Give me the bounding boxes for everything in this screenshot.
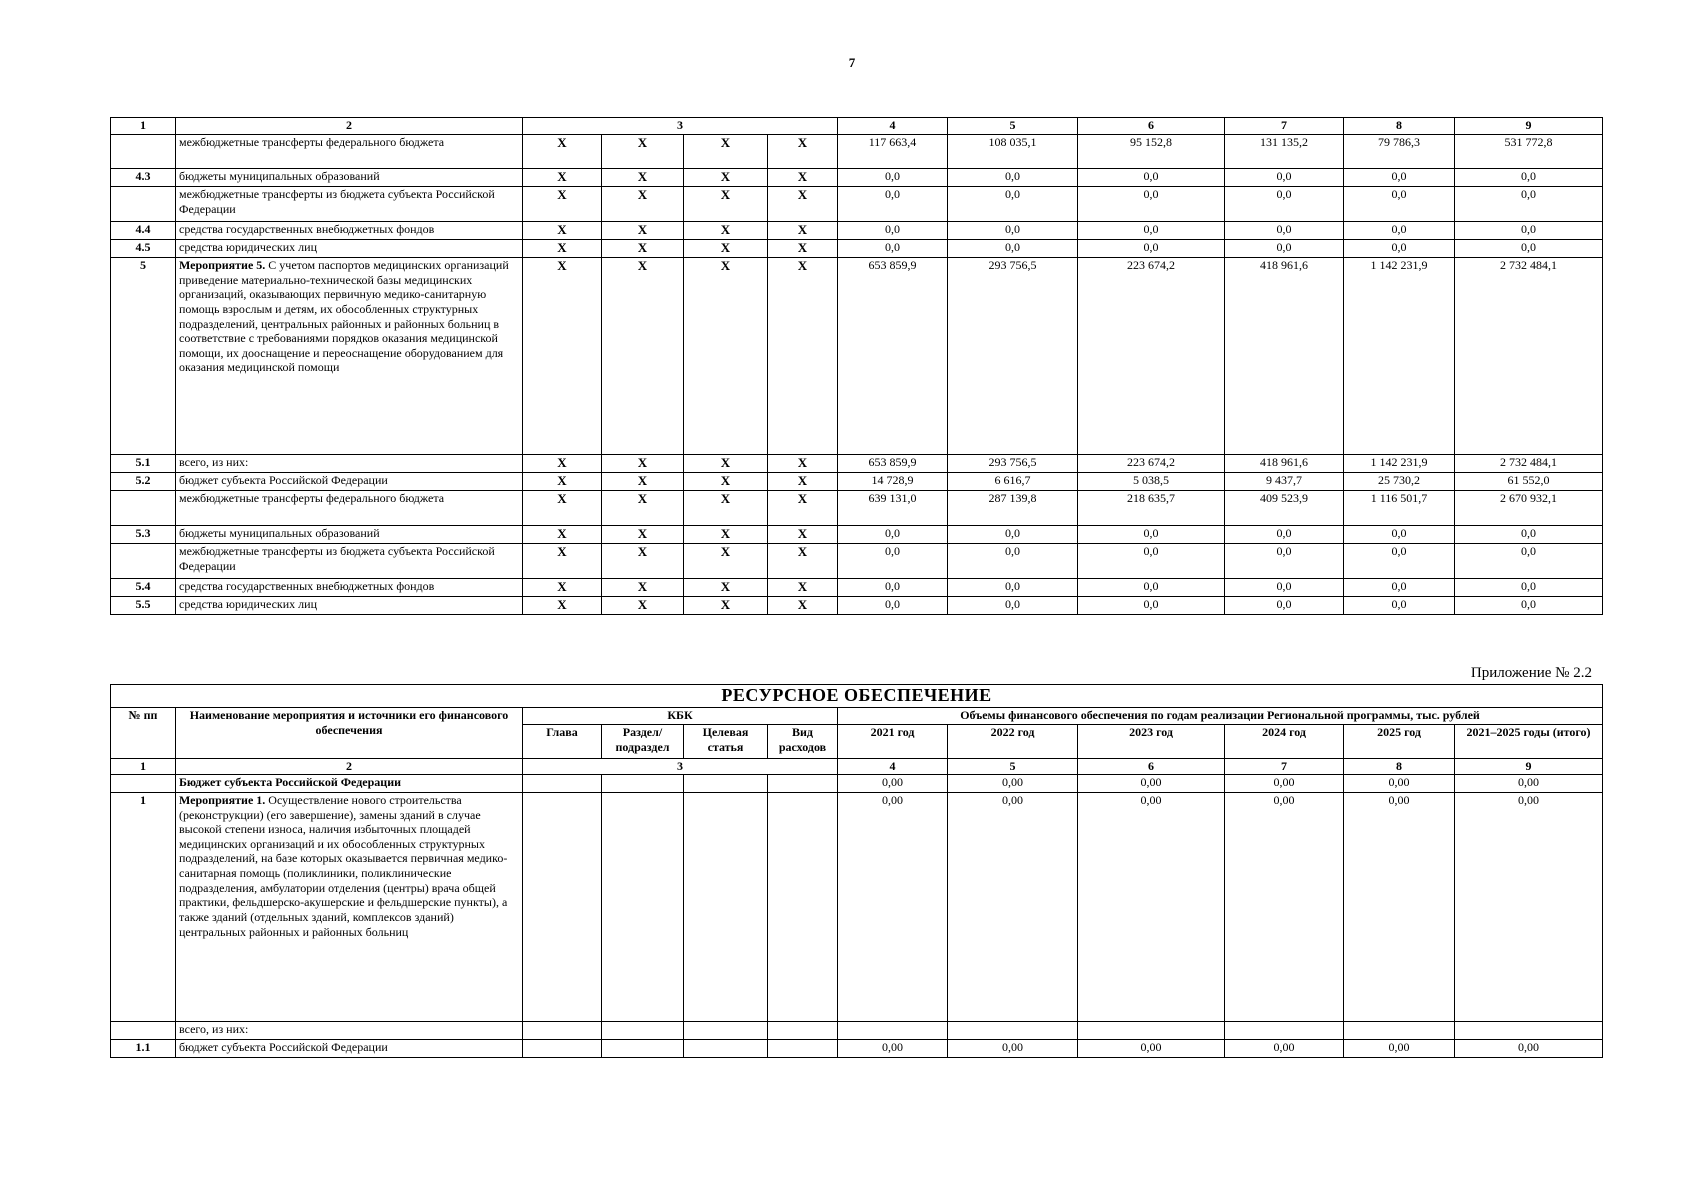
kbk-x-mark: X: [523, 544, 602, 579]
value-cell: 0,00: [948, 1039, 1078, 1057]
row-name: [176, 455, 523, 473]
value-cell: 0,0: [1078, 597, 1225, 615]
col-header-kbk: КБК: [523, 707, 838, 724]
table-row: [111, 187, 1603, 222]
value-cell: [948, 1021, 1078, 1039]
row-number: [111, 187, 176, 222]
value-cell: 0,0: [948, 579, 1078, 597]
value-cell: 0,0: [838, 169, 948, 187]
row-number: 4.5: [111, 240, 176, 258]
value-cell: 293 756,5: [948, 455, 1078, 473]
page-number: 7: [848, 55, 856, 70]
value-cell: [1455, 1021, 1603, 1039]
value-cell: 0,0: [1225, 240, 1344, 258]
kbk-x-mark: X: [684, 258, 768, 455]
row-name: [176, 1021, 523, 1039]
value-cell: 1 142 231,9: [1344, 455, 1455, 473]
value-cell: 0,0: [1078, 240, 1225, 258]
row-name-text: межбюджетные трансферты федерального бюджета: [179, 135, 445, 149]
col-index-cell: 5: [948, 118, 1078, 135]
kbk-x-mark: X: [602, 491, 684, 526]
value-cell: 0,0: [948, 169, 1078, 187]
value-cell: 418 961,6: [1225, 455, 1344, 473]
kbk-cell: [768, 1021, 838, 1039]
row-name-text: бюджеты муниципальных образований: [179, 526, 380, 540]
row-number: 4.3: [111, 169, 176, 187]
row-name: [176, 774, 523, 792]
value-cell: 0,00: [1344, 792, 1455, 1021]
kbk-x-mark: X: [602, 455, 684, 473]
row-name: [176, 473, 523, 491]
col-index-cell: 8: [1344, 118, 1455, 135]
table-row: [111, 258, 1603, 455]
kbk-x-mark: X: [523, 526, 602, 544]
value-cell: 0,00: [948, 774, 1078, 792]
value-cell: 639 131,0: [838, 491, 948, 526]
kbk-x-mark: X: [523, 579, 602, 597]
value-cell: 0,0: [1078, 222, 1225, 240]
row-name: [176, 222, 523, 240]
row-name-text: средства государственных внебюджетных фондов: [179, 579, 435, 593]
kbk-x-mark: X: [768, 240, 838, 258]
row-number: 1.1: [111, 1039, 176, 1057]
value-cell: 0,00: [1344, 1039, 1455, 1057]
value-cell: 0,0: [1344, 169, 1455, 187]
col-header-year-2022: 2022 год: [948, 724, 1078, 758]
value-cell: 0,00: [1225, 774, 1344, 792]
row-name: [176, 1039, 523, 1057]
value-cell: 0,0: [1455, 597, 1603, 615]
value-cell: [1078, 1021, 1225, 1039]
value-cell: 2 670 932,1: [1455, 491, 1603, 526]
kbk-x-mark: X: [602, 526, 684, 544]
kbk-x-mark: X: [523, 169, 602, 187]
row-number: 5.5: [111, 597, 176, 615]
kbk-x-mark: X: [602, 579, 684, 597]
col-index-cell: 2: [176, 758, 523, 774]
value-cell: 0,0: [838, 240, 948, 258]
value-cell: 0,0: [1225, 187, 1344, 222]
row-name: [176, 526, 523, 544]
kbk-x-mark: X: [684, 544, 768, 579]
kbk-x-mark: X: [684, 240, 768, 258]
value-cell: 0,00: [838, 774, 948, 792]
value-cell: 9 437,7: [1225, 473, 1344, 491]
value-cell: 131 135,2: [1225, 135, 1344, 169]
kbk-cell: [602, 792, 684, 1021]
kbk-x-mark: X: [523, 597, 602, 615]
kbk-x-mark: X: [768, 222, 838, 240]
kbk-x-mark: X: [523, 135, 602, 169]
kbk-x-mark: X: [602, 473, 684, 491]
value-cell: 108 035,1: [948, 135, 1078, 169]
value-cell: 0,00: [1078, 792, 1225, 1021]
value-cell: 0,00: [1225, 1039, 1344, 1057]
value-cell: 95 152,8: [1078, 135, 1225, 169]
value-cell: 79 786,3: [1344, 135, 1455, 169]
col-header-year-2024: 2024 год: [1225, 724, 1344, 758]
row-number: 1: [111, 792, 176, 1021]
row-name-text: С учетом паспортов медицинских организаций приведение материально-технической базы медицинских организаций, оказывающих первичную медико-санитарную помощь взрослым и детям, их обособленных структурных подразделений, центральных районных и районных больниц в соответствие с требованиями порядков оказания медицинской помощи, их дооснащение и переоснащение оборудованием для оказания медицинской помощи: [179, 258, 509, 375]
value-cell: 61 552,0: [1455, 473, 1603, 491]
table-row: [111, 526, 1603, 544]
value-cell: 1 142 231,9: [1344, 258, 1455, 455]
row-name: [176, 491, 523, 526]
value-cell: 6 616,7: [948, 473, 1078, 491]
value-cell: 0,0: [948, 597, 1078, 615]
table-row: [111, 169, 1603, 187]
kbk-x-mark: X: [768, 491, 838, 526]
row-number: 5: [111, 258, 176, 455]
kbk-x-mark: X: [684, 579, 768, 597]
kbk-x-mark: X: [523, 473, 602, 491]
value-cell: 25 730,2: [1344, 473, 1455, 491]
row-name-text: всего, из них:: [179, 455, 249, 469]
kbk-x-mark: X: [684, 187, 768, 222]
kbk-x-mark: X: [768, 169, 838, 187]
kbk-x-mark: X: [523, 240, 602, 258]
kbk-x-mark: X: [768, 579, 838, 597]
value-cell: 0,0: [1078, 579, 1225, 597]
value-cell: 0,0: [838, 222, 948, 240]
table-row: [111, 240, 1603, 258]
value-cell: 0,0: [1455, 222, 1603, 240]
kbk-cell: [684, 1039, 768, 1057]
kbk-x-mark: X: [768, 473, 838, 491]
value-cell: 5 038,5: [1078, 473, 1225, 491]
col-header-chapter: Глава: [523, 724, 602, 758]
kbk-x-mark: X: [684, 491, 768, 526]
value-cell: 0,0: [948, 222, 1078, 240]
kbk-cell: [523, 1039, 602, 1057]
row-name-text: бюджет субъекта Российской Федерации: [179, 473, 388, 487]
value-cell: 0,0: [838, 526, 948, 544]
value-cell: 2 732 484,1: [1455, 455, 1603, 473]
row-name-text: средства юридических лиц: [179, 597, 317, 611]
row-name: [176, 792, 523, 1021]
kbk-cell: [602, 1021, 684, 1039]
table-continuation: [110, 117, 1603, 615]
value-cell: 0,0: [948, 526, 1078, 544]
kbk-x-mark: X: [768, 455, 838, 473]
appendix-label: Приложение № 2.2: [1470, 665, 1592, 681]
kbk-cell: [768, 1039, 838, 1057]
value-cell: 0,0: [1455, 187, 1603, 222]
kbk-cell: [684, 1021, 768, 1039]
column-index-row: [111, 118, 1603, 135]
row-name-text: бюджет субъекта Российской Федерации: [179, 1039, 388, 1054]
table-row: [111, 473, 1603, 491]
kbk-x-mark: X: [684, 473, 768, 491]
value-cell: 653 859,9: [838, 455, 948, 473]
value-cell: 0,0: [1078, 169, 1225, 187]
kbk-x-mark: X: [684, 455, 768, 473]
value-cell: 0,00: [1078, 774, 1225, 792]
value-cell: 0,00: [1225, 792, 1344, 1021]
value-cell: 223 674,2: [1078, 455, 1225, 473]
col-index-cell: 6: [1078, 758, 1225, 774]
kbk-x-mark: X: [523, 455, 602, 473]
kbk-x-mark: X: [602, 135, 684, 169]
value-cell: 0,0: [1078, 187, 1225, 222]
value-cell: 2 732 484,1: [1455, 258, 1603, 455]
kbk-cell: [523, 792, 602, 1021]
row-number: [111, 135, 176, 169]
resource-table: [110, 684, 1603, 1058]
value-cell: 0,0: [948, 240, 1078, 258]
row-name: [176, 240, 523, 258]
col-header-section: Раздел/ подраздел: [602, 724, 684, 758]
value-cell: 0,0: [1455, 579, 1603, 597]
value-cell: 0,0: [1344, 597, 1455, 615]
col-index-cell: 2: [176, 118, 523, 135]
row-name-text: межбюджетные трансферты из бюджета субъекта Российской Федерации: [179, 187, 495, 216]
kbk-x-mark: X: [768, 544, 838, 579]
value-cell: 0,0: [838, 579, 948, 597]
value-cell: 0,0: [1078, 544, 1225, 579]
row-name: [176, 597, 523, 615]
col-index-cell: 7: [1225, 118, 1344, 135]
col-header-year-2023: 2023 год: [1078, 724, 1225, 758]
value-cell: 0,0: [838, 187, 948, 222]
kbk-x-mark: X: [768, 258, 838, 455]
value-cell: 287 139,8: [948, 491, 1078, 526]
value-cell: 0,0: [1344, 544, 1455, 579]
kbk-cell: [602, 1039, 684, 1057]
kbk-x-mark: X: [523, 491, 602, 526]
value-cell: 0,0: [1225, 544, 1344, 579]
kbk-x-mark: X: [684, 526, 768, 544]
value-cell: 218 635,7: [1078, 491, 1225, 526]
row-number: 5.2: [111, 473, 176, 491]
value-cell: 0,0: [1344, 526, 1455, 544]
kbk-x-mark: X: [602, 169, 684, 187]
table-row: [111, 1021, 1603, 1039]
col-header-target: Целевая статья: [684, 724, 768, 758]
col-index-cell: 3: [523, 758, 838, 774]
kbk-x-mark: X: [523, 187, 602, 222]
col-index-cell: 4: [838, 758, 948, 774]
col-index-cell: 9: [1455, 118, 1603, 135]
table-title: РЕСУРСНОЕ ОБЕСПЕЧЕНИЕ: [111, 685, 1603, 708]
row-name: [176, 187, 523, 222]
col-header-total: 2021–2025 годы (итого): [1455, 724, 1603, 758]
value-cell: 14 728,9: [838, 473, 948, 491]
row-name: [176, 579, 523, 597]
kbk-x-mark: X: [602, 258, 684, 455]
value-cell: 0,00: [838, 792, 948, 1021]
value-cell: 0,0: [1344, 222, 1455, 240]
measure-label: Мероприятие 1.: [179, 792, 266, 807]
kbk-x-mark: X: [602, 240, 684, 258]
kbk-cell: [768, 774, 838, 792]
kbk-cell: [602, 774, 684, 792]
value-cell: 0,0: [1225, 526, 1344, 544]
row-name-text: Бюджет субъекта Российской Федерации: [179, 774, 402, 789]
kbk-cell: [684, 792, 768, 1021]
measure-label: Мероприятие 5.: [179, 258, 266, 272]
table-row: [111, 222, 1603, 240]
kbk-x-mark: X: [684, 597, 768, 615]
kbk-x-mark: X: [602, 597, 684, 615]
row-number: 5.1: [111, 455, 176, 473]
row-number: [111, 544, 176, 579]
row-name-text: Осуществление нового строительства (реконструкции) (его завершение), замены зданий в случае высокой степени износа, наличия избыточных площадей медицинских организаций и их обособленных структурных подразделений, на базе которых оказывается первичная медико-санитарная помощь (поликлиники, поликлинические подразделения, амбулатории отделения (центры) врача общей практики, фельдшерско-акушерские и фельдшерские пункты), а также зданий (отдельных зданий, комплексов зданий) центральных районных и районных больниц: [179, 792, 508, 939]
row-name: [176, 169, 523, 187]
value-cell: 0,00: [1455, 792, 1603, 1021]
table-row: [111, 597, 1603, 615]
kbk-x-mark: X: [768, 187, 838, 222]
value-cell: 0,0: [1455, 544, 1603, 579]
value-cell: 0,0: [1225, 597, 1344, 615]
kbk-x-mark: X: [602, 222, 684, 240]
col-header-volumes: Объемы финансового обеспечения по годам реализации Региональной программы, тыс. рублей: [838, 707, 1603, 724]
col-index-cell: 1: [111, 758, 176, 774]
value-cell: 0,0: [948, 544, 1078, 579]
kbk-x-mark: X: [768, 526, 838, 544]
table-row: [111, 774, 1603, 792]
kbk-x-mark: X: [768, 135, 838, 169]
value-cell: [1225, 1021, 1344, 1039]
row-name-text: всего, из них:: [179, 1021, 249, 1036]
value-cell: [1344, 1021, 1455, 1039]
row-name: [176, 258, 523, 455]
kbk-x-mark: X: [768, 597, 838, 615]
value-cell: 0,0: [1344, 187, 1455, 222]
kbk-x-mark: X: [523, 222, 602, 240]
col-index-cell: 6: [1078, 118, 1225, 135]
table-row: [111, 544, 1603, 579]
row-number: [111, 1021, 176, 1039]
table-row: [111, 792, 1603, 1021]
col-index-cell: 3: [523, 118, 838, 135]
row-name-text: средства государственных внебюджетных фондов: [179, 222, 435, 236]
col-header-name: Наименование мероприятия и источники его финансового обеспечения: [176, 707, 523, 758]
value-cell: [838, 1021, 948, 1039]
col-header-num: № пп: [111, 707, 176, 758]
value-cell: 0,0: [838, 544, 948, 579]
kbk-cell: [523, 1021, 602, 1039]
row-number: 5.3: [111, 526, 176, 544]
value-cell: 0,00: [1455, 774, 1603, 792]
value-cell: 117 663,4: [838, 135, 948, 169]
table-row: [111, 491, 1603, 526]
value-cell: 293 756,5: [948, 258, 1078, 455]
col-header-expense-type: Вид расходов: [768, 724, 838, 758]
col-header-year-2025: 2025 год: [1344, 724, 1455, 758]
value-cell: 0,00: [1078, 1039, 1225, 1057]
row-name: [176, 544, 523, 579]
value-cell: 0,0: [1344, 579, 1455, 597]
value-cell: 0,0: [1225, 579, 1344, 597]
kbk-x-mark: X: [684, 169, 768, 187]
table-row: [111, 135, 1603, 169]
value-cell: 418 961,6: [1225, 258, 1344, 455]
row-number: 5.4: [111, 579, 176, 597]
col-index-cell: 4: [838, 118, 948, 135]
value-cell: 653 859,9: [838, 258, 948, 455]
col-index-cell: 1: [111, 118, 176, 135]
row-name-text: межбюджетные трансферты федерального бюджета: [179, 491, 445, 505]
row-name-text: межбюджетные трансферты из бюджета субъекта Российской Федерации: [179, 544, 495, 573]
value-cell: 1 116 501,7: [1344, 491, 1455, 526]
kbk-x-mark: X: [684, 222, 768, 240]
value-cell: 0,0: [838, 597, 948, 615]
row-number: [111, 491, 176, 526]
value-cell: 0,00: [948, 792, 1078, 1021]
kbk-cell: [768, 792, 838, 1021]
col-index-cell: 8: [1344, 758, 1455, 774]
row-number: 4.4: [111, 222, 176, 240]
value-cell: 0,0: [1344, 240, 1455, 258]
kbk-cell: [684, 774, 768, 792]
kbk-x-mark: X: [602, 187, 684, 222]
column-index-row: [111, 758, 1603, 774]
row-name-text: бюджеты муниципальных образований: [179, 169, 380, 183]
value-cell: 0,0: [948, 187, 1078, 222]
value-cell: 223 674,2: [1078, 258, 1225, 455]
value-cell: 0,00: [838, 1039, 948, 1057]
row-name: [176, 135, 523, 169]
value-cell: 0,00: [1455, 1039, 1603, 1057]
row-name-text: средства юридических лиц: [179, 240, 317, 254]
value-cell: 0,0: [1225, 169, 1344, 187]
col-header-year-2021: 2021 год: [838, 724, 948, 758]
kbk-x-mark: X: [523, 258, 602, 455]
table-row: [111, 579, 1603, 597]
value-cell: 531 772,8: [1455, 135, 1603, 169]
value-cell: 0,0: [1455, 526, 1603, 544]
value-cell: 0,0: [1225, 222, 1344, 240]
col-index-cell: 7: [1225, 758, 1344, 774]
col-index-cell: 5: [948, 758, 1078, 774]
value-cell: 0,00: [1344, 774, 1455, 792]
value-cell: 0,0: [1078, 526, 1225, 544]
row-number: [111, 774, 176, 792]
kbk-x-mark: X: [602, 544, 684, 579]
table-row: [111, 1039, 1603, 1057]
col-index-cell: 9: [1455, 758, 1603, 774]
kbk-cell: [523, 774, 602, 792]
kbk-x-mark: X: [684, 135, 768, 169]
value-cell: 409 523,9: [1225, 491, 1344, 526]
value-cell: 0,0: [1455, 240, 1603, 258]
table-row: [111, 455, 1603, 473]
value-cell: 0,0: [1455, 169, 1603, 187]
